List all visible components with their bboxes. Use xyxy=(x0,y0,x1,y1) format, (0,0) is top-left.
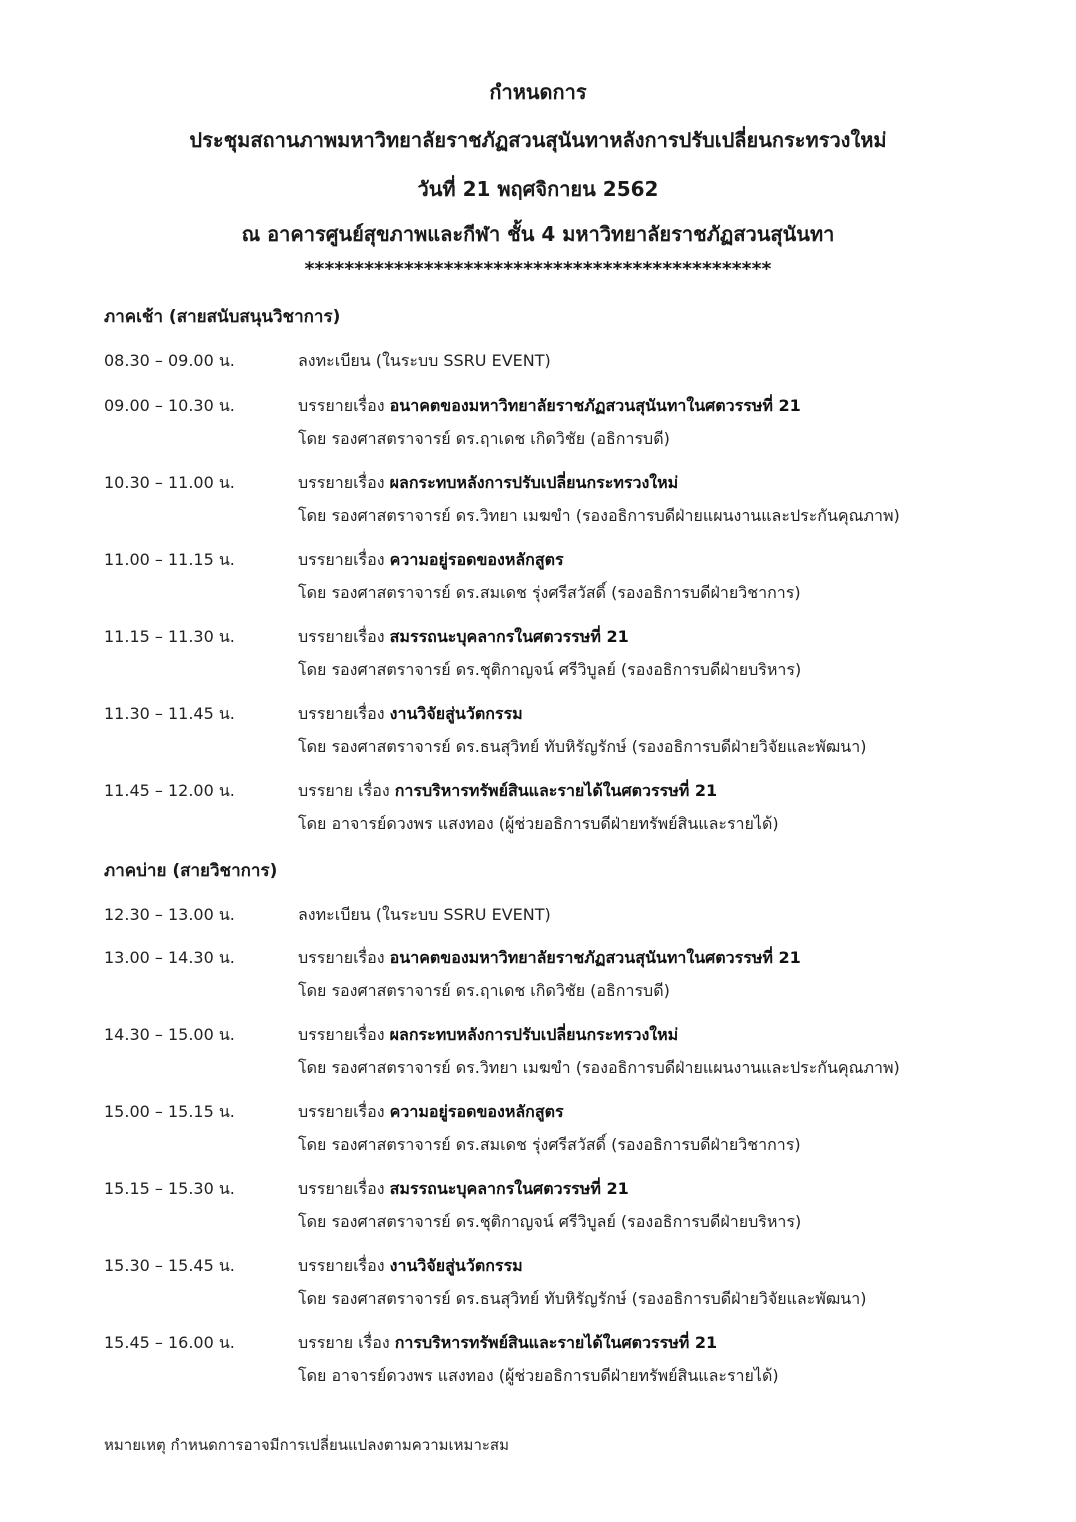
schedule-row xyxy=(0,946,1076,1006)
agenda-activity: ลงทะเบียน (ในระบบ SSRU EVENT) xyxy=(298,905,551,924)
agenda-topic: งานวิจัยสู่นวัตกรรม xyxy=(389,704,523,723)
agenda-speaker: โดย รองศาสตราจารย์ ดร.วิทยา เมฆขำ (รองอธิการบดีฝ่ายแผนงานและประกันคุณภาพ) xyxy=(298,1058,900,1077)
agenda-speaker: โดย รองศาสตราจารย์ ดร.ชุติกาญจน์ ศรีวิบูลย์ (รองอธิการบดีฝ่ายบริหาร) xyxy=(298,1212,802,1231)
agenda-activity: บรรยายเรื่อง อนาคตของมหาวิทยาลัยราชภัฏสวนสุนันทาในศตวรรษที่ 21 xyxy=(298,396,801,415)
agenda-speaker: โดย อาจารย์ดวงพร แสงทอง (ผู้ช่วยอธิการบดีฝ่ายทรัพย์สินและรายได้) xyxy=(298,1366,779,1385)
time-slot: 15.45 – 16.00 น. xyxy=(104,1333,235,1352)
agenda-topic: ความอยู่รอดของหลักสูตร xyxy=(389,1102,564,1121)
time-slot: 09.00 – 10.30 น. xyxy=(104,396,235,415)
agenda-topic: ความอยู่รอดของหลักสูตร xyxy=(389,550,564,569)
agenda-topic: ผลกระทบหลังการปรับเปลี่ยนกระทรวงใหม่ xyxy=(389,473,679,492)
agenda-speaker: โดย รองศาสตราจารย์ ดร.วิทยา เมฆขำ (รองอธิการบดีฝ่ายแผนงานและประกันคุณภาพ) xyxy=(298,506,900,525)
afternoon-section-title: ภาคบ่าย (สายวิชาการ) xyxy=(104,861,278,881)
agenda-activity: บรรยายเรื่อง ความอยู่รอดของหลักสูตร xyxy=(298,1102,564,1121)
time-slot: 10.30 – 11.00 น. xyxy=(104,473,235,492)
agenda-topic: อนาคตของมหาวิทยาลัยราชภัฏสวนสุนันทาในศตวรรษที่ 21 xyxy=(389,396,801,415)
agenda-topic: การบริหารทรัพย์สินและรายได้ในศตวรรษที่ 21 xyxy=(394,1333,718,1352)
time-slot: 11.15 – 11.30 น. xyxy=(104,627,235,646)
agenda-topic: ผลกระทบหลังการปรับเปลี่ยนกระทรวงใหม่ xyxy=(389,1025,679,1044)
agenda-activity: บรรยายเรื่อง ผลกระทบหลังการปรับเปลี่ยนกระทรวงใหม่ xyxy=(298,1025,679,1044)
agenda-speaker: โดย รองศาสตราจารย์ ดร.ชุติกาญจน์ ศรีวิบูลย์ (รองอธิการบดีฝ่ายบริหาร) xyxy=(298,660,802,679)
agenda-speaker: โดย รองศาสตราจารย์ ดร.สมเดช รุ่งศรีสวัสดิ์ (รองอธิการบดีฝ่ายวิชาการ) xyxy=(298,583,801,602)
agenda-topic: งานวิจัยสู่นวัตกรรม xyxy=(389,1256,523,1275)
agenda-activity: บรรยาย เรื่อง การบริหารทรัพย์สินและรายได้ในศตวรรษที่ 21 xyxy=(298,1333,718,1352)
agenda-topic: อนาคตของมหาวิทยาลัยราชภัฏสวนสุนันทาในศตวรรษที่ 21 xyxy=(389,948,801,967)
time-slot: 13.00 – 14.30 น. xyxy=(104,948,235,967)
agenda-speaker: โดย รองศาสตราจารย์ ดร.ฤาเดช เกิดวิชัย (อธิการบดี) xyxy=(298,981,670,1000)
schedule-row xyxy=(0,702,1076,762)
time-slot: 11.00 – 11.15 น. xyxy=(104,550,235,569)
agenda-activity: บรรยายเรื่อง ผลกระทบหลังการปรับเปลี่ยนกระทรวงใหม่ xyxy=(298,473,679,492)
agenda-activity: บรรยายเรื่อง อนาคตของมหาวิทยาลัยราชภัฏสวนสุนันทาในศตวรรษที่ 21 xyxy=(298,948,801,967)
schedule-row xyxy=(0,548,1076,608)
agenda-topic: สมรรถนะบุคลากรในศตวรรษที่ 21 xyxy=(389,627,629,646)
agenda-speaker: โดย รองศาสตราจารย์ ดร.ฤาเดช เกิดวิชัย (อธิการบดี) xyxy=(298,429,670,448)
agenda-activity: บรรยายเรื่อง งานวิจัยสู่นวัตกรรม xyxy=(298,704,523,723)
schedule-row xyxy=(0,394,1076,454)
agenda-activity: บรรยาย เรื่อง การบริหารทรัพย์สินและรายได้ในศตวรรษที่ 21 xyxy=(298,781,718,800)
schedule-row xyxy=(0,471,1076,531)
schedule-row xyxy=(0,625,1076,685)
agenda-speaker: โดย รองศาสตราจารย์ ดร.ธนสุวิทย์ ทับหิรัญรักษ์ (รองอธิการบดีฝ่ายวิจัยและพัฒนา) xyxy=(298,1289,867,1308)
agenda-speaker: โดย อาจารย์ดวงพร แสงทอง (ผู้ช่วยอธิการบดีฝ่ายทรัพย์สินและรายได้) xyxy=(298,814,779,833)
agenda-speaker: โดย รองศาสตราจารย์ ดร.ธนสุวิทย์ ทับหิรัญรักษ์ (รองอธิการบดีฝ่ายวิจัยและพัฒนา) xyxy=(298,737,867,756)
agenda-activity: ลงทะเบียน (ในระบบ SSRU EVENT) xyxy=(298,351,551,370)
morning-section-title: ภาคเช้า (สายสนับสนุนวิชาการ) xyxy=(104,307,341,327)
meeting-name: ประชุมสถานภาพมหาวิทยาลัยราชภัฏสวนสุนันทาหลังการปรับเปลี่ยนกระทรวงใหม่ xyxy=(189,128,887,152)
schedule-row xyxy=(0,1254,1076,1314)
time-slot: 11.30 – 11.45 น. xyxy=(104,704,235,723)
schedule-row xyxy=(0,779,1076,839)
schedule-row xyxy=(0,1331,1076,1391)
agenda-topic: สมรรถนะบุคลากรในศตวรรษที่ 21 xyxy=(389,1179,629,1198)
star-divider: *********************************************** xyxy=(304,258,772,280)
agenda-topic: การบริหารทรัพย์สินและรายได้ในศตวรรษที่ 21 xyxy=(394,781,718,800)
agenda-activity: บรรยายเรื่อง สมรรถนะบุคลากรในศตวรรษที่ 21 xyxy=(298,1179,629,1198)
time-slot: 15.15 – 15.30 น. xyxy=(104,1179,235,1198)
schedule-row xyxy=(0,1177,1076,1237)
time-slot: 11.45 – 12.00 น. xyxy=(104,781,235,800)
agenda-activity: บรรยายเรื่อง ความอยู่รอดของหลักสูตร xyxy=(298,550,564,569)
schedule-row xyxy=(0,1100,1076,1160)
time-slot: 08.30 – 09.00 น. xyxy=(104,351,235,370)
time-slot: 15.00 – 15.15 น. xyxy=(104,1102,235,1121)
meeting-venue: ณ อาคารศูนย์สุขภาพและกีฬา ชั้น 4 มหาวิทยาลัยราชภัฏสวนสุนันทา xyxy=(241,222,835,246)
schedule-row xyxy=(0,1023,1076,1083)
document-title: กำหนดการ xyxy=(489,80,587,104)
agenda-activity: บรรยายเรื่อง สมรรถนะบุคลากรในศตวรรษที่ 21 xyxy=(298,627,629,646)
agenda-speaker: โดย รองศาสตราจารย์ ดร.สมเดช รุ่งศรีสวัสดิ์ (รองอธิการบดีฝ่ายวิชาการ) xyxy=(298,1135,801,1154)
footnote: หมายเหตุ กำหนดการอาจมีการเปลี่ยนแปลงตามความเหมาะสม xyxy=(104,1436,509,1454)
meeting-date: วันที่ 21 พฤศจิกายน 2562 xyxy=(417,177,659,201)
time-slot: 15.30 – 15.45 น. xyxy=(104,1256,235,1275)
time-slot: 14.30 – 15.00 น. xyxy=(104,1025,235,1044)
agenda-activity: บรรยายเรื่อง งานวิจัยสู่นวัตกรรม xyxy=(298,1256,523,1275)
time-slot: 12.30 – 13.00 น. xyxy=(104,905,235,924)
